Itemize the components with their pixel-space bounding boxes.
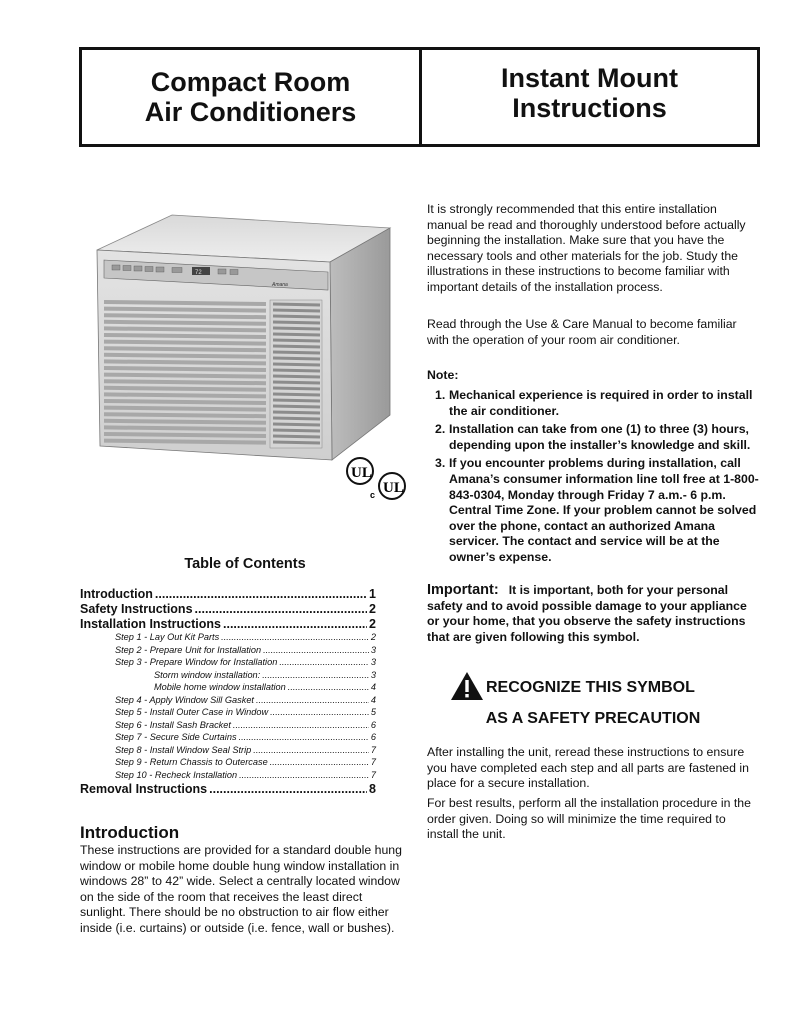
grille-louver <box>104 348 266 350</box>
toc-entry-label: Step 7 - Secure Side Curtains <box>115 732 237 742</box>
toc-entry-label: Installation Instructions <box>80 617 221 631</box>
toc-entry-page: 8 <box>369 782 376 796</box>
side-grille-louver <box>273 442 320 443</box>
grille-louver <box>104 434 266 436</box>
toc-leader-dots <box>279 657 369 667</box>
toc-entry <box>80 587 376 602</box>
product-title-line2: Air Conditioners <box>144 97 357 127</box>
toc-entry-label: Step 2 - Prepare Unit for Installation <box>115 644 262 655</box>
important-text: It is important, both for your personal safety and to avoid possible damage to your appliance or your home, that you observe the safety instructions that are given following this symbol. <box>427 583 747 644</box>
safety-symbol-heading-line2: AS A SAFETY PRECAUTION <box>485 710 701 727</box>
note-item <box>427 388 759 419</box>
brand-logo: Amana <box>272 282 288 288</box>
note-number: 3. <box>435 456 446 471</box>
toc-leader-dots <box>253 745 369 755</box>
grille-louver <box>104 355 266 357</box>
toc-entry <box>80 645 376 658</box>
toc-entry <box>80 632 376 645</box>
ul-certification-icon <box>344 456 416 504</box>
toc-entry-page: 3 <box>370 669 376 680</box>
grille-louver <box>104 421 266 423</box>
toc-entry-label: Safety Instructions <box>80 602 193 616</box>
header-box-left <box>79 47 422 147</box>
toc-leader-dots <box>239 732 369 742</box>
grille-louver <box>104 302 266 304</box>
toc-entry-label: Step 3 - Prepare Window for Installation <box>115 657 278 667</box>
grille-louver <box>104 394 266 396</box>
toc-entry-page: 5 <box>370 707 376 717</box>
toc-entry-label: Mobile home window installation <box>154 682 286 692</box>
side-grille-louver <box>273 424 320 425</box>
grille-louver <box>104 309 266 311</box>
side-grille-louver <box>273 436 320 437</box>
toc-entry-page: 6 <box>370 732 376 742</box>
note-number: 1. <box>435 388 446 402</box>
toc-entry-label: Introduction <box>80 587 153 601</box>
air-conditioner-illustration <box>92 210 392 470</box>
header-box-right <box>419 47 760 147</box>
toc-entry <box>80 720 376 733</box>
toc-entry-page: 4 <box>370 694 376 705</box>
best-results-paragraph: For best results, perform all the installation procedure in the order given. Doing so will minimize the time required to install the unit. <box>427 796 751 842</box>
doc-title-line1: Instant Mount <box>501 63 678 93</box>
toc-entry <box>80 602 376 617</box>
important-label: Important: <box>427 582 499 598</box>
side-grille-louver <box>273 316 320 317</box>
side-grille-louver <box>273 364 320 365</box>
toc-leader-dots <box>263 645 369 655</box>
toc-entry-label: Step 1 - Lay Out Kit Parts <box>115 632 220 642</box>
grille-louver <box>104 401 266 403</box>
toc-leader-dots <box>221 632 369 642</box>
doc-title-line2: Instructions <box>512 93 667 123</box>
side-grille-louver <box>273 310 320 311</box>
toc-entry-page: 2 <box>369 602 376 616</box>
note-text: Mechanical experience is required in order to install the air conditioner. <box>449 388 753 418</box>
toc-title: Table of Contents <box>184 556 306 572</box>
side-grille-louver <box>273 412 320 413</box>
introduction-heading: Introduction <box>80 823 180 842</box>
toc-entry-label: Step 4 - Apply Window Sill Gasket <box>115 694 254 705</box>
toc-leader-dots <box>256 695 369 705</box>
grille-louver <box>104 328 266 330</box>
side-grille-louver <box>273 328 320 329</box>
side-grille-louver <box>273 400 320 401</box>
toc-entry-label: Storm window installation: <box>154 669 261 680</box>
grille-louver <box>104 414 266 416</box>
toc-leader-dots <box>195 602 368 616</box>
toc-entry-page: 3 <box>370 644 376 655</box>
introduction-body: These instructions are provided for a standard double hung window or mobile home double hung window installation in windows 28” to 42” wide. Select a centrally located window on the side of the room that receives the least direct sunlight. There should be no obstruction to air flow either inside (i.e. curtains) or outside (i.e. fence, wall or bushes). <box>80 843 402 935</box>
toc-entry-page: 2 <box>369 617 376 631</box>
cul-mark-text: UL <box>383 480 404 496</box>
toc-entry <box>80 670 376 683</box>
grille-louver <box>104 388 266 390</box>
safety-symbol-heading-line1: RECOGNIZE THIS SYMBOL <box>486 679 695 696</box>
grille-louver <box>104 375 266 377</box>
cul-c-text: c <box>370 490 376 500</box>
toc-entry-page: 1 <box>369 587 376 601</box>
grille-louver <box>104 368 266 370</box>
side-grille-louver <box>273 370 320 371</box>
toc-leader-dots <box>239 770 369 780</box>
note-text: If you encounter problems during installation, call Amana’s consumer information line toll free at 1-800-843-0304, Monday through Friday 7 a.m.- 6 p.m. Central Time Zone. If your problem cannot be solved over the phone, contact an authorized Amana servicer. The contact and service will be at the owner’s expense. <box>449 456 759 564</box>
side-grille-louver <box>273 334 320 335</box>
grille-louver <box>104 361 266 363</box>
grille-louver <box>104 427 266 429</box>
toc-leader-dots <box>155 587 367 601</box>
reread-paragraph: After installing the unit, reread these instructions to ensure you have completed each step and all parts are fastened in place for a secure installation. <box>427 745 749 791</box>
toc-entry-label: Step 10 - Recheck Installation <box>115 769 238 780</box>
table-of-contents <box>80 587 376 797</box>
toc-leader-dots <box>262 670 369 680</box>
side-grille-louver <box>273 358 320 359</box>
toc-entry <box>80 617 376 632</box>
side-grille-louver <box>273 394 320 395</box>
toc-entry-label: Step 9 - Return Chassis to Outercase <box>115 757 268 767</box>
toc-leader-dots <box>233 720 369 730</box>
ul-mark-text: UL <box>351 465 372 481</box>
toc-entry-page: 2 <box>370 632 376 642</box>
toc-entry-label: Step 6 - Install Sash Bracket <box>115 719 231 730</box>
note-number: 2. <box>435 422 446 437</box>
toc-entry <box>80 695 376 708</box>
side-grille-louver <box>273 418 320 419</box>
toc-entry-page: 7 <box>370 757 376 767</box>
toc-entry-page: 7 <box>370 769 376 780</box>
toc-entry <box>80 757 376 770</box>
panel-readout: 72 <box>195 270 202 276</box>
important-paragraph <box>427 583 759 645</box>
side-grille-louver <box>273 430 320 431</box>
side-grille-louver <box>273 304 320 305</box>
side-grille-louver <box>273 376 320 377</box>
toc-entry <box>80 707 376 720</box>
warning-triangle-icon <box>449 670 485 702</box>
note-item <box>427 456 759 565</box>
note-item <box>427 422 759 453</box>
side-grille-louver <box>273 352 320 353</box>
note-label: Note: <box>427 368 459 382</box>
toc-entry <box>80 745 376 758</box>
grille-louver <box>104 315 266 317</box>
toc-entry <box>80 782 376 797</box>
toc-entry-page: 7 <box>370 744 376 755</box>
toc-entry-page: 6 <box>370 719 376 730</box>
side-grille-louver <box>273 382 320 383</box>
side-grille-louver <box>273 340 320 341</box>
toc-entry <box>80 770 376 783</box>
side-grille-louver <box>273 346 320 347</box>
toc-entry-label: Step 8 - Install Window Seal Strip <box>115 744 252 755</box>
grille-louver <box>104 335 266 337</box>
toc-entry-page: 3 <box>370 657 376 667</box>
toc-leader-dots <box>223 617 367 631</box>
product-title-line1: Compact Room <box>150 67 351 97</box>
grille-louver <box>104 342 266 344</box>
grille-louver <box>104 322 266 324</box>
note-list <box>427 388 759 569</box>
grille-louver <box>104 441 266 443</box>
toc-leader-dots <box>270 757 369 767</box>
note-text: Installation can take from one (1) to three (3) hours, depending upon the installer’s knowledge and skill. <box>449 422 751 452</box>
toc-entry-page: 4 <box>370 682 376 692</box>
side-grille-louver <box>273 322 320 323</box>
toc-leader-dots <box>288 682 369 692</box>
use-care-paragraph: Read through the Use & Care Manual to become familiar with the operation of your room air conditioner. <box>427 317 737 347</box>
side-grille-louver <box>273 406 320 407</box>
toc-entry-label: Step 5 - Install Outer Case in Window <box>115 707 269 717</box>
toc-leader-dots <box>209 782 367 796</box>
toc-entry <box>80 682 376 695</box>
toc-entry <box>80 657 376 670</box>
grille-louver <box>104 381 266 383</box>
toc-entry <box>80 732 376 745</box>
toc-leader-dots <box>270 707 369 717</box>
intro-paragraph: It is strongly recommended that this entire installation manual be read and thoroughly understood before actually beginning the installation. Make sure that you have the necessary tools and other materials for the job. Study the illustrations in these instructions to become familiar with important details of the installation process. <box>427 202 746 294</box>
grille-louver <box>104 408 266 410</box>
toc-entry-label: Removal Instructions <box>80 782 208 796</box>
side-grille-louver <box>273 388 320 389</box>
